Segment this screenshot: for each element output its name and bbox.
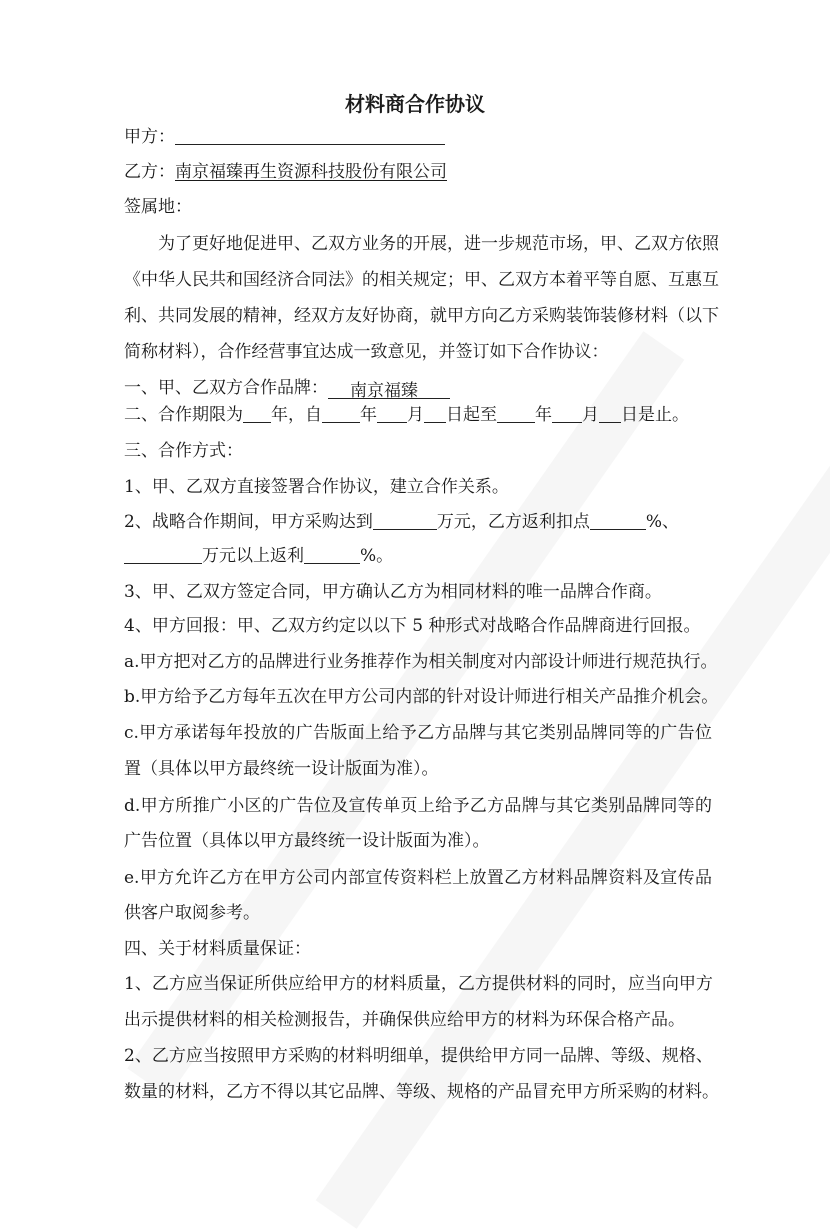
section-4-heading: 四、关于材料质量保证：: [124, 939, 311, 959]
clause: 置（具体以甲方最终统一设计版面为准）。: [124, 759, 439, 779]
t: 万元，乙方返利扣点: [436, 512, 590, 532]
t: 月: [582, 405, 599, 425]
blank: [590, 511, 646, 530]
clause-rebate: [124, 511, 679, 533]
t: 年，自: [271, 405, 322, 425]
blank: [552, 404, 582, 423]
party-a-label: 甲方：: [124, 127, 175, 147]
clause: 4、甲方回报：甲、乙双方约定以以下 5 种形式对战略合作品牌商进行回报。: [124, 616, 701, 636]
t: 年: [360, 405, 377, 425]
blank: [599, 404, 621, 423]
document-title: 材料商合作协议: [345, 92, 485, 116]
t: 月: [407, 405, 424, 425]
blank: [424, 404, 446, 423]
clause-rebate-cont: [124, 545, 393, 567]
party-a-blank: [175, 126, 445, 145]
clause: c.甲方承诺每年投放的广告版面上给予乙方品牌与其它类别品牌同等的广告位: [124, 723, 712, 743]
clause: 数量的材料，乙方不得以其它品牌、等级、规格的产品冒充甲方所采购的材料。: [124, 1082, 719, 1102]
t: 日起至: [446, 405, 497, 425]
t: 二、合作期限为: [124, 405, 243, 425]
sign-place: 签属地：: [124, 197, 192, 217]
section-3-heading: 三、合作方式：: [124, 441, 243, 461]
brand-label: 一、甲、乙双方合作品牌：: [124, 378, 328, 398]
section-2-term: [124, 404, 689, 426]
party-b-line: [124, 161, 447, 183]
section-1-brand: [124, 377, 450, 399]
t: 日是止。: [621, 405, 689, 425]
party-b-label: 乙方：: [124, 162, 175, 182]
blank: [373, 511, 437, 530]
brand-value: 南京福臻: [350, 381, 418, 401]
clause: 出示提供材料的相关检测报告，并确保供应给甲方的材料为环保合格产品。: [124, 1010, 685, 1030]
t: 2、战略合作期间，甲方采购达到: [124, 512, 373, 532]
clause: 2、乙方应当按照甲方采购的材料明细单，提供给甲方同一品牌、等级、规格、: [124, 1046, 713, 1066]
blank: [243, 404, 271, 423]
clause: 供客户取阅参考。: [124, 903, 260, 923]
party-b-value: 南京福臻再生资源科技股份有限公司: [175, 162, 447, 182]
t: 年: [535, 405, 552, 425]
t: %、: [645, 512, 679, 532]
clause: b.甲方给予乙方每年五次在甲方公司内部的针对设计师进行相关产品推介机会。: [124, 687, 719, 707]
clause: 3、甲、乙双方签定合同，甲方确认乙方为相同材料的唯一品牌合作商。: [124, 582, 662, 602]
clause: 1、乙方应当保证所供应给甲方的材料质量，乙方提供材料的同时，应当向甲方: [124, 974, 713, 994]
t: %。: [360, 546, 394, 566]
blank: [304, 545, 360, 564]
clause: d.甲方所推广小区的广告位及宣传单页上给予乙方品牌与其它类别品牌同等的: [124, 796, 712, 816]
party-a-line: [124, 126, 445, 148]
clause: a.甲方把对乙方的品牌进行业务推荐作为相关制度对内部设计师进行规范执行。: [124, 652, 718, 672]
blank: [124, 545, 202, 564]
clause: 广告位置（具体以甲方最终统一设计版面为准）。: [124, 831, 490, 851]
blank: [377, 404, 407, 423]
t: 万元以上返利: [202, 546, 304, 566]
preamble-line: 简称材料），合作经营事宜达成一致意见，并签订如下合作协议：: [124, 342, 609, 362]
preamble-line: 为了更好地促进甲、乙双方业务的开展，进一步规范市场，甲、乙双方依照: [158, 234, 719, 254]
clause: 1、甲、乙双方直接签署合作协议，建立合作关系。: [124, 477, 509, 497]
blank: [322, 404, 360, 423]
blank: [497, 404, 535, 423]
preamble-line: 利、共同发展的精神，经双方友好协商，就甲方向乙方采购装饰装修材料（以下: [124, 306, 719, 326]
preamble-line: 《中华人民共和国经济合同法》的相关规定；甲、乙双方本着平等自愿、互惠互: [124, 270, 719, 290]
clause: e.甲方允许乙方在甲方公司内部宣传资料栏上放置乙方材料品牌资料及宣传品: [124, 868, 712, 888]
brand-blank: [328, 380, 450, 399]
